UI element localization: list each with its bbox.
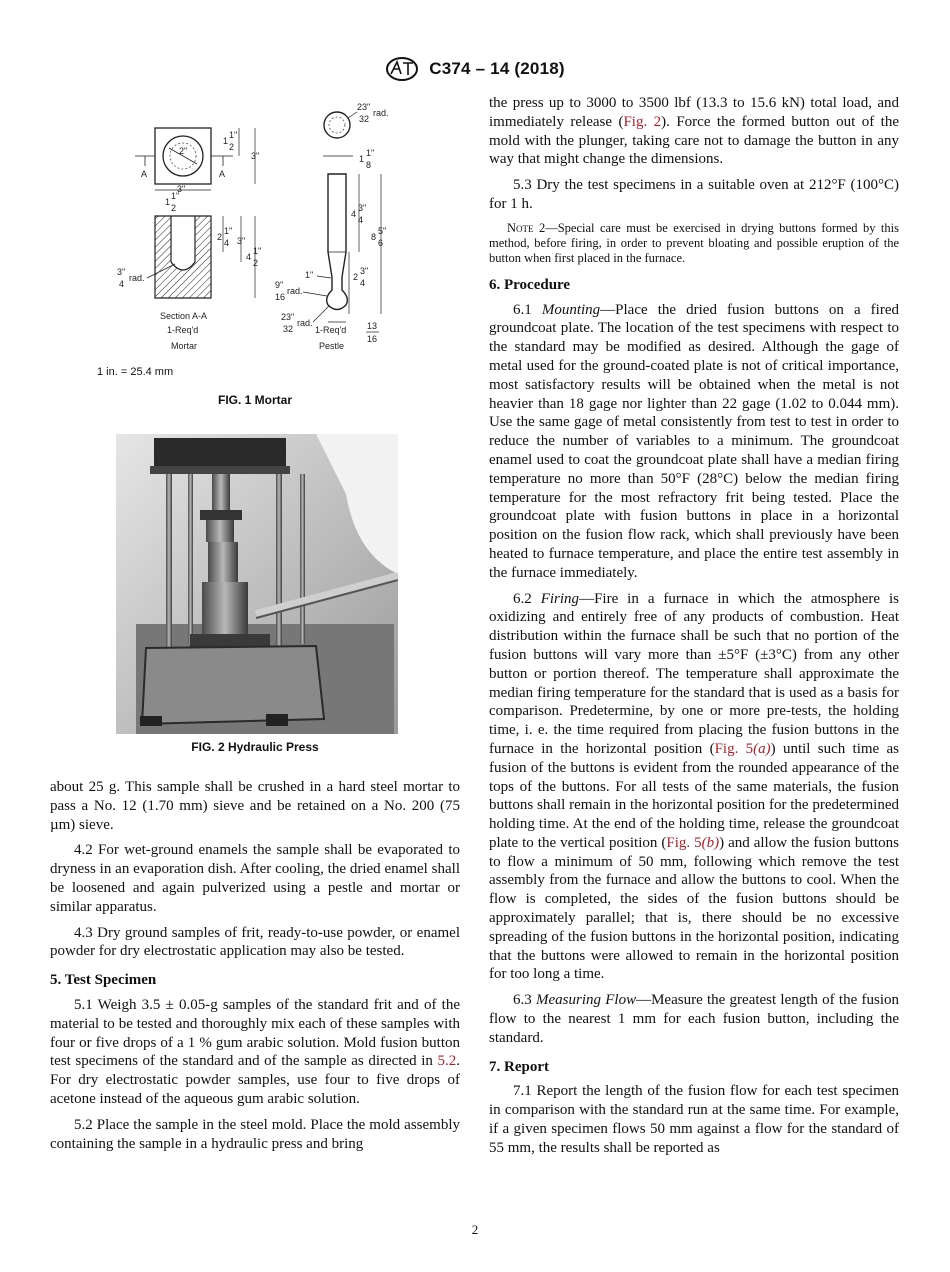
dim-rad-top-den: 32 <box>359 114 370 124</box>
document-title: C374 – 14 (2018) <box>429 59 565 78</box>
link-fig-5a[interactable]: Fig. 5(a) <box>714 740 771 757</box>
right-column <box>489 94 899 1165</box>
dim-rad-b-den: 32 <box>283 324 294 334</box>
dim-8-5-den: 6 <box>378 238 384 248</box>
fig1-caption: FIG. 1 Mortar <box>217 393 292 407</box>
dim-rad-top-num: 23" <box>357 102 371 112</box>
dim-3q-den: 4 <box>119 279 125 289</box>
dim-3in-width: 3" <box>177 184 186 194</box>
section-arrow-a-left: A <box>141 169 148 179</box>
paragraph-5-1: 5.1 Weigh 3.5 ± 0.05-g samples of the standard frit and of the material to be tested and thoroughly mix each of these samples with four or five drops of a 1 % gum arabic solution. Mold fusion button test specimens of the standard and of the sample as directed in 5.2. For dry electrostatic powder samples, use four to five drops of acetone instead of the aqueous gum arabic solution. <box>50 996 460 1107</box>
dim-8-5-whole: 8 <box>371 232 377 242</box>
dim-1-half-b-num: 1" <box>171 191 180 201</box>
dim-2-quarter-den: 4 <box>224 238 230 248</box>
paragraph-4-3: 4.3 Dry ground samples of frit, ready-to-use powder, or enamel powder for dry electrostatic application may also be tested. <box>50 924 460 960</box>
dim-2-3q-den: 4 <box>360 278 366 288</box>
paragraph-5-2: 5.2 Place the sample in the steel mold. Place the mold assembly containing the sample in a hydraulic press and bring <box>50 1116 460 1152</box>
dim-1-half-whole: 1 <box>223 136 229 146</box>
dim-1-eighth-whole: 1 <box>359 154 365 164</box>
dim-9-16-num: 9" <box>275 280 284 290</box>
dim-1-half-b-den: 2 <box>171 203 177 213</box>
paragraph-5-2-continued: the press up to 3000 to 3500 lbf (13.3 to 15.6 kN) total load, and immediately release (Fig. 2). Force the formed button out of the mold with the plunger, taking care not to damage the button in any way that might change the dimensions. <box>489 95 899 168</box>
dim-3in-depth: 3" <box>237 236 246 246</box>
section-heading-7: 7. Report <box>489 1058 549 1075</box>
paragraph-6-2: 6.2 Firing—Fire in a furnace in which the atmosphere is oxidizing and entirely free of any products of combustion. Heat distribution within the furnace shall be such that no portion of the fusion buttons will vary more than ±5°F (±3°C) from any other button or portion thereof. The temperature shall approximate the median firing temperature for the standard that is used as a basis for comparison. Predetermine, by one or more pre-tests, the holding time, i. e. the time required from placing the fusion buttons in the furnace in the horizontal position (Fig. 5(a)) until such time as fusion of the buttons is evident from the rounded appearance of the tops of the buttons. For all tests of the same materials, the fusion buttons shall remain in the horizontal position for the predetermined holding time. At the end of the holding time, release the groundcoat plate to the vertical position (Fig. 5(b)) and allow the fusion buttons to flow a minimum of 50 mm, following which remove the test assembly from the furnace and allow the buttons to cool. When the flow is completed, the sides of the fusion buttons should be approximately parallel; that is, there should be no excessive spreading of the fusion buttons in the horizontal position, indicating that the buttons were allowed to remain in the horizontal position for too long a time. <box>489 590 900 983</box>
dim-1-eighth-den: 8 <box>366 160 372 170</box>
dim-rad-bottom: rad. <box>297 318 313 328</box>
dim-8-5-num: 5" <box>378 226 387 236</box>
dim-9-16-den: 16 <box>275 292 286 302</box>
dim-1-eighth-num: 1" <box>366 148 375 158</box>
dim-3q-num: 3" <box>117 267 126 277</box>
section-arrow-a-right: A <box>219 169 226 179</box>
dim-1-half-num: 1" <box>229 130 238 140</box>
dim-rad-b-num: 23" <box>281 312 295 322</box>
section-label: Section A-A <box>160 311 208 321</box>
dim-rad-top-word: rad. <box>373 108 389 118</box>
link-5-2[interactable]: 5.2 <box>437 1053 457 1070</box>
link-fig-2[interactable]: Fig. 2 <box>623 113 662 130</box>
dim-2-3q-num: 3" <box>360 266 369 276</box>
hydraulic-press-photo <box>116 434 398 734</box>
dim-2-quarter-num: 1" <box>224 226 233 236</box>
dim-4-3q-den: 4 <box>358 215 364 225</box>
paragraph-4-2: 4.2 For wet-ground enamels the sample shall be evaporated to dryness in an evaporation dish. After cooling, the dried enamel shall be loosened and again pulverized using a pestle and mortar or similar apparatus. <box>50 842 460 915</box>
paragraph-5-3: 5.3 Dry the test specimens in a suitable oven at 212°F (100°C) for 1 h. <box>489 177 899 212</box>
dim-13-16-num: 13 <box>367 321 378 331</box>
link-fig-5b[interactable]: Fig. 5(b) <box>666 834 720 851</box>
req-right: 1-Req'd <box>315 325 347 335</box>
dim-rad-mid: rad. <box>287 286 303 296</box>
dim-rad-left: rad. <box>129 273 145 283</box>
section-heading-6: 6. Procedure <box>489 276 571 293</box>
dim-4-half-whole: 4 <box>246 252 252 262</box>
dim-4-half-num: 1" <box>253 246 262 256</box>
scale-note: 1 in. = 25.4 mm <box>97 366 174 378</box>
dim-3in: 3" <box>251 151 260 161</box>
dim-1-half-den: 2 <box>229 142 235 152</box>
dim-1in: 1" <box>305 270 314 280</box>
mortar-pestle-drawing <box>105 92 435 362</box>
mortar-label: Mortar <box>171 341 198 351</box>
dim-4-3q-num: 3" <box>358 203 367 213</box>
dim-1-half-b-whole: 1 <box>165 197 171 207</box>
dim-13-16-den: 16 <box>367 334 378 344</box>
dim-4-3q-whole: 4 <box>351 209 357 219</box>
dim-4-half-den: 2 <box>253 258 259 268</box>
paragraph-6-3: 6.3 Measuring Flow—Measure the greatest length of the fusion flow to the nearest 1 mm for each fusion button, including the standard. <box>489 992 899 1046</box>
dim-2-quarter-whole: 2 <box>217 232 223 242</box>
dim-2-3q-whole: 2 <box>353 272 359 282</box>
astm-logo-icon <box>385 56 419 82</box>
fig2-caption: FIG. 2 Hydraulic Press <box>191 740 319 754</box>
paragraph-4-1-continued: about 25 g. This sample shall be crushed in a hard steel mortar to pass a No. 12 (1.70 mm) sieve and be retained on a No. 200 (75 µm) sieve. <box>50 779 460 833</box>
paragraph-7-1: 7.1 Report the length of the fusion flow for each test specimen in comparison with the standard run at the same time. For example, if a given specimen flows 50 mm against a flow for the standard of 55 mm, the results shall be reported as <box>489 1083 899 1156</box>
left-column <box>50 778 460 1160</box>
req-left: 1-Req'd <box>167 325 199 335</box>
note-2: Note 2—Special care must be exercised in drying buttons formed by this method, before firing, in order to prevent bloating and possible eruption of the button when first placed in the furnace. <box>489 220 899 265</box>
dim-2in: 2" <box>179 146 188 156</box>
pestle-label: Pestle <box>319 341 345 351</box>
section-heading-5: 5. Test Specimen <box>50 972 157 989</box>
page-number: 2 <box>471 1222 479 1237</box>
paragraph-6-1: 6.1 Mounting—Place the dried fusion buttons on a fired groundcoat plate. The location of the test specimens with respect to the standard may be modified as desired. Although the gage of metal used for the ground-coated plate is not of critical importance, most satisfactory results will be obtained when the metal is not heavier than 18 gage nor lighter than 22 gage (1.02 to 0.044 mm). Use the same gage of metal consistently from test to test in order to reduce the number of variables to a minimum. The groundcoat enamel used to coat the groundcoat plate shall have a median firing temperature no more than 50°F (28°C) below the median firing temperature for the most refractory frit being tested. Place the groundcoat plate with fusion buttons in place in a horizontal position on the fusion flow rack, which shall previously have been heated to furnace temperature, and place the entire test assembly in the furnace immediately. <box>489 301 899 581</box>
page-header <box>0 56 950 82</box>
